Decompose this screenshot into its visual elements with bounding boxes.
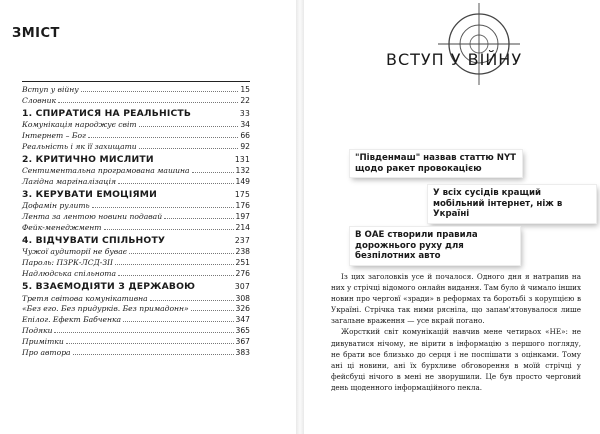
toc-entry-title: Епілог. Ефект Бабченка bbox=[22, 315, 122, 325]
chapter-body bbox=[331, 271, 581, 393]
toc-leader bbox=[191, 310, 234, 311]
toc-entry-page: 149 bbox=[235, 177, 250, 187]
toc-leader bbox=[81, 91, 239, 92]
toc-entry-title: Дофамін рулить bbox=[22, 201, 90, 211]
toc-entry-page: 92 bbox=[240, 141, 250, 151]
toc-entry-title: Пароль: ПЗРК-ЛСД-ЗІІ bbox=[22, 258, 114, 268]
toc-entry-title: Інтернет – Бог bbox=[22, 131, 86, 141]
toc-entry-page: 175 bbox=[234, 190, 250, 200]
toc-entry-title: Сентиментальна програмована машина bbox=[22, 166, 190, 176]
toc-entry-title: Вступ у війну bbox=[22, 85, 79, 94]
toc-entry-page: 326 bbox=[235, 304, 250, 314]
toc-section-entry[interactable] bbox=[22, 188, 250, 201]
toc-section-entry[interactable] bbox=[22, 153, 250, 166]
toc-entry[interactable] bbox=[22, 223, 250, 234]
toc-leader bbox=[58, 102, 238, 103]
book-gutter bbox=[296, 0, 304, 434]
toc-entry-title: Словник bbox=[22, 95, 57, 105]
toc-section-entry[interactable] bbox=[22, 107, 250, 120]
toc-entry-page: 308 bbox=[235, 293, 250, 303]
toc-leader bbox=[139, 148, 239, 149]
toc-entry[interactable] bbox=[22, 304, 250, 315]
toc-entry-title: Реальність і як її захищати bbox=[22, 141, 137, 151]
toc-entry[interactable] bbox=[22, 177, 250, 188]
toc-entry-page: 251 bbox=[235, 258, 250, 268]
toc-entry-page: 347 bbox=[235, 315, 250, 325]
toc-section-entry[interactable] bbox=[22, 234, 250, 247]
toc-entry-page: 238 bbox=[235, 247, 250, 257]
chapter-title: ВСТУП У ВІЙНУ bbox=[386, 50, 523, 69]
right-page bbox=[304, 0, 600, 434]
toc-leader bbox=[92, 207, 234, 208]
toc-entry[interactable] bbox=[22, 120, 250, 131]
toc-entry[interactable] bbox=[22, 247, 250, 258]
toc-section-title: 2. КРИТИЧНО МИСЛИТИ bbox=[22, 153, 154, 165]
toc-entry[interactable] bbox=[22, 269, 250, 280]
toc-title: ЗМІСТ bbox=[12, 26, 60, 41]
toc-entry-page: 383 bbox=[235, 347, 250, 357]
toc-leader bbox=[88, 137, 238, 138]
toc-leader bbox=[118, 275, 233, 276]
toc-entry-page: 237 bbox=[234, 236, 250, 246]
toc-entry[interactable] bbox=[22, 348, 250, 359]
toc-entry[interactable] bbox=[22, 294, 250, 305]
toc-leader bbox=[150, 300, 234, 301]
toc-leader bbox=[164, 218, 233, 219]
toc-entry-title: Лагідна маргіналізація bbox=[22, 177, 117, 187]
toc-leader bbox=[66, 343, 234, 344]
toc-entry-title: Комунікація народжує світ bbox=[22, 120, 137, 130]
toc-entry-title: Про автора bbox=[22, 347, 71, 357]
toc-leader bbox=[139, 126, 239, 127]
toc-leader bbox=[73, 354, 234, 355]
toc-entry-title: Надлюдська спільнота bbox=[22, 269, 117, 279]
body-paragraph: Із цих заголовків усе й почалося. Одного дня я натрапив на них у стрічці відомого онлайн видання. Там було й чимало інших новин про черговї «зради» в реформах та боротьбі з корупцією в Україні. Стрічка так ними рясніла, що запам'ятовувалося лише загальне враження — усе вкрай погано. bbox=[331, 272, 581, 326]
crosshair-icon bbox=[438, 3, 520, 85]
toc-entry-page: 34 bbox=[240, 120, 250, 130]
toc-entry-title: Подяки bbox=[22, 326, 53, 336]
table-of-contents bbox=[22, 85, 250, 359]
toc-leader bbox=[104, 229, 234, 230]
toc-entry-page: 132 bbox=[235, 166, 250, 176]
toc-entry[interactable] bbox=[22, 315, 250, 326]
toc-entry-page: 33 bbox=[239, 108, 250, 118]
toc-entry-title: «Без его. Без придурків. Без примадонн» bbox=[22, 304, 189, 314]
toc-entry-page: 367 bbox=[235, 337, 250, 347]
toc-entry-title: Примітки bbox=[22, 337, 64, 347]
toc-leader bbox=[54, 332, 233, 333]
toc-leader bbox=[129, 253, 233, 254]
toc-entry[interactable] bbox=[22, 131, 250, 142]
toc-divider bbox=[22, 81, 250, 82]
toc-entry[interactable] bbox=[22, 337, 250, 348]
toc-entry-page: 276 bbox=[235, 269, 250, 279]
toc-entry-title: Фейк-менеджмент bbox=[22, 223, 102, 233]
news-headline: "Південмаш" назвав статтю NYT щодо ракет провокацією bbox=[350, 150, 522, 177]
toc-entry-page: 131 bbox=[234, 154, 250, 164]
toc-section-title: 5. ВЗАЄМОДІЯТИ З ДЕРЖАВОЮ bbox=[22, 281, 196, 293]
toc-leader bbox=[192, 172, 234, 173]
toc-leader bbox=[118, 183, 233, 184]
toc-section-title: 1. СПИРАТИСЯ НА РЕАЛЬНІСТЬ bbox=[22, 107, 192, 119]
toc-entry-page: 197 bbox=[235, 212, 250, 222]
toc-entry-page: 66 bbox=[240, 131, 250, 141]
toc-entry[interactable] bbox=[22, 166, 250, 177]
toc-entry[interactable] bbox=[22, 85, 250, 96]
toc-entry-title: Чужої аудиторії не буває bbox=[22, 247, 128, 257]
toc-section-entry[interactable] bbox=[22, 280, 250, 293]
toc-entry[interactable] bbox=[22, 326, 250, 337]
toc-leader bbox=[115, 264, 233, 265]
toc-entry[interactable] bbox=[22, 142, 250, 153]
left-page bbox=[0, 0, 296, 434]
news-headline: В ОАЕ створили правила дорожнього руху для безпілотних авто bbox=[350, 227, 520, 265]
toc-entry-page: 22 bbox=[240, 95, 250, 105]
toc-entry-page: 214 bbox=[235, 223, 250, 233]
toc-section-title: 4. ВІДЧУВАТИ СПІЛЬНОТУ bbox=[22, 235, 166, 247]
toc-entry-title: Лента за лентою новини подавай bbox=[22, 212, 163, 222]
body-paragraph: Жорсткий світ комунікацій навчив мене четирьох «НЕ»: не дивуватися нічому, не вірити в інформацію з першого погляду, не брати все близько до серця і не поспішати з оцінками. Тому ані ці новини, ані їх бурхливе обговорення в моїй стрічці у фейсбуці нічого в мені не зворушили. Це був просто черговий день щоденного інформаційного пекла. bbox=[331, 327, 581, 392]
toc-leader bbox=[123, 321, 233, 322]
toc-entry-page: 176 bbox=[235, 201, 250, 211]
toc-entry[interactable] bbox=[22, 258, 250, 269]
toc-entry-page: 365 bbox=[235, 326, 250, 336]
toc-entry[interactable] bbox=[22, 212, 250, 223]
news-headline: У всіх сусідів кращий мобільний інтернет, ніж в Україні bbox=[428, 185, 596, 223]
toc-entry[interactable] bbox=[22, 96, 250, 107]
toc-entry[interactable] bbox=[22, 201, 250, 212]
toc-entry-page: 307 bbox=[234, 282, 250, 292]
toc-entry-title: Третя світова комунікативна bbox=[22, 293, 148, 303]
toc-section-title: 3. КЕРУВАТИ ЕМОЦІЯМИ bbox=[22, 189, 158, 201]
toc-entry-page: 15 bbox=[240, 85, 250, 94]
